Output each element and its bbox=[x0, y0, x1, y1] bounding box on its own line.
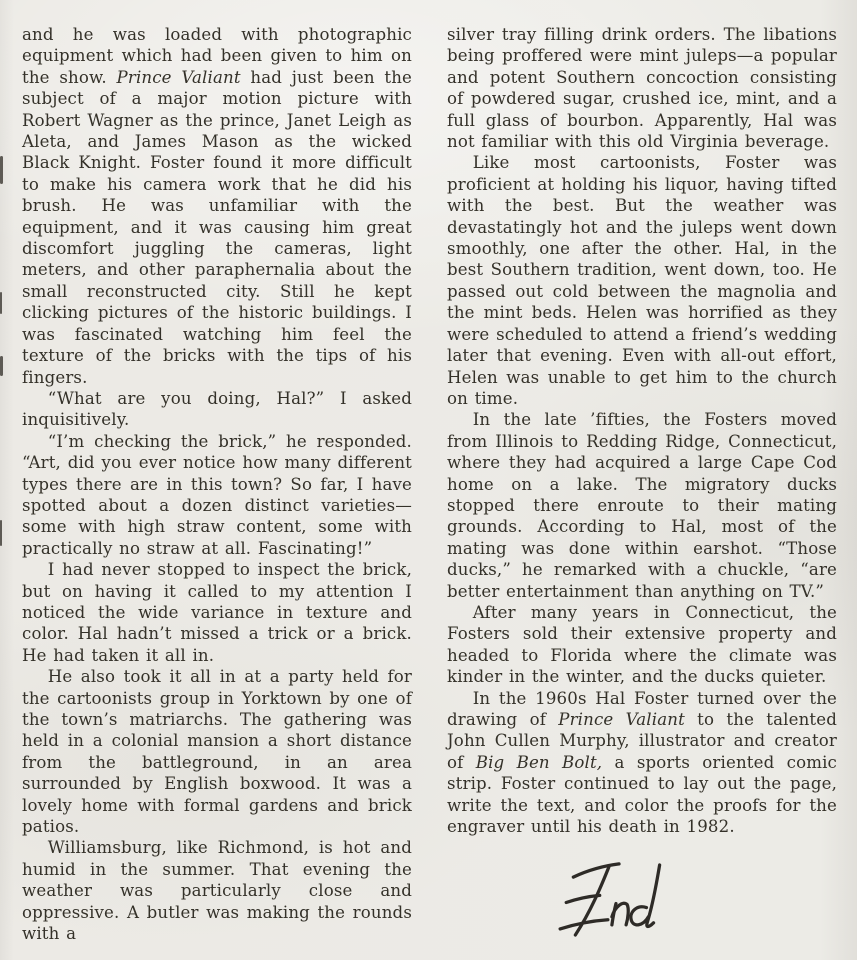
text-columns bbox=[22, 24, 837, 944]
text-run: silver tray filling drink orders. The libations being proffered were mint juleps—a popular and potent Southern concoction consisting of powdered sugar, crushed ice, mint, and a full glass of bourbon. Apparently, Hal was not familiar with this old Virginia beverage. bbox=[447, 25, 837, 152]
text-run: “What are you doing, Hal?” I asked inquisitively. bbox=[22, 388, 412, 430]
italic-work-title: Prince Valiant bbox=[116, 67, 241, 87]
right-column bbox=[447, 24, 837, 944]
paragraph bbox=[447, 688, 837, 838]
paragraph bbox=[22, 24, 412, 388]
paragraph bbox=[447, 602, 837, 688]
text-run: In the late ’fifties, the Fosters moved from Illinois to Redding Ridge, Connecticut, where they had acquired a large Cape Cod home on a lake. The migratory ducks stopped there enroute to their mating grounds. According to Hal, most of the mating was done within earshot. “Those ducks,” he remarked with a chuckle, “are better entertainment than anything on TV.” bbox=[447, 410, 837, 601]
text-run: had just been the subject of a major motion picture with Robert Wagner as the prince, Janet Leigh as Aleta, and James Mason as the wicked Black Knight. Foster found it more difficult to make his camera work that he did his brush. He was unfamiliar with the equipment, and it was causing him great discomfort juggling the cameras, light meters, and other paraphernalia about the small reconstructed city. Still he kept clicking pictures of the historic buildings. I was fascinated watching him feel the texture of the bricks with the tips of his fingers. bbox=[22, 67, 413, 387]
scan-artifact bbox=[0, 156, 3, 184]
text-run: and he was loaded with photographic equipment which had been given to him on the show. bbox=[22, 25, 412, 87]
scan-artifact bbox=[0, 292, 2, 314]
paragraph bbox=[447, 152, 837, 409]
left-column bbox=[22, 24, 412, 944]
paragraph bbox=[447, 24, 837, 152]
text-run: Williamsburg, like Richmond, is hot and humid in the summer. That evening the weather was particularly close and oppressive. A butler was making the rounds with a bbox=[22, 838, 412, 944]
paragraph bbox=[22, 666, 412, 837]
text-run: Like most cartoonists, Foster was proficient at holding his liquor, having tifted with the best. But the weather was devastatingly hot and the juleps went down smoothly, one after the other. Hal, in the best Southern tradition, went down, too. He passed out cold between the magnolia and the mint beds. Helen was horrified as they were scheduled to attend a friend’s wedding later that evening. Even with all-out effort, Helen was unable to get him to the church on time. bbox=[447, 153, 837, 408]
text-run: a sports oriented comic strip. Foster continued to lay out the page, write the text, and color the proofs for the engraver until his death in 1982. bbox=[447, 752, 837, 837]
text-run: “I’m checking the brick,” he responded. “Art, did you ever notice how many different types there are in this town? So far, I have spotted about a dozen distinct varieties—some with high straw content, some with practically no straw at all. Fascinating!” bbox=[22, 431, 412, 558]
handwritten-end-signature bbox=[552, 858, 684, 946]
signature-stroke bbox=[647, 865, 660, 927]
paragraph bbox=[22, 431, 412, 559]
text-run: In the 1960s Hal Foster turned over the drawing of bbox=[447, 688, 837, 729]
text-run: He also took it all in at a party held for the cartoonists group in Yorktown by one of the town’s matriarchs. The gathering was held in a colonial mansion a short distance from the battleground, in an area surrounded by English boxwood. It was a lovely home with formal gardens and brick patios. bbox=[22, 667, 412, 837]
paragraph bbox=[22, 559, 412, 666]
text-run: I had never stopped to inspect the brick, but on having it called to my attention I noticed the wide variance in texture and color. Hal hadn’t missed a trick or a brick. He had taken it all in. bbox=[22, 560, 412, 665]
scan-artifact bbox=[0, 356, 3, 376]
text-run: to the talented John Cullen Murphy, illustrator and creator of bbox=[447, 710, 837, 772]
italic-work-title: Prince Valiant bbox=[558, 710, 685, 729]
paragraph bbox=[22, 388, 412, 431]
paragraph bbox=[447, 409, 837, 602]
signature-stroke bbox=[573, 864, 619, 877]
paragraph bbox=[22, 837, 412, 944]
italic-work-title: Big Ben Bolt, bbox=[475, 752, 603, 772]
scan-artifact bbox=[0, 520, 2, 546]
text-run: After many years in Connecticut, the Fosters sold their extensive property and headed to Florida where the climate was kinder in the winter, and the ducks quieter. bbox=[447, 602, 837, 687]
